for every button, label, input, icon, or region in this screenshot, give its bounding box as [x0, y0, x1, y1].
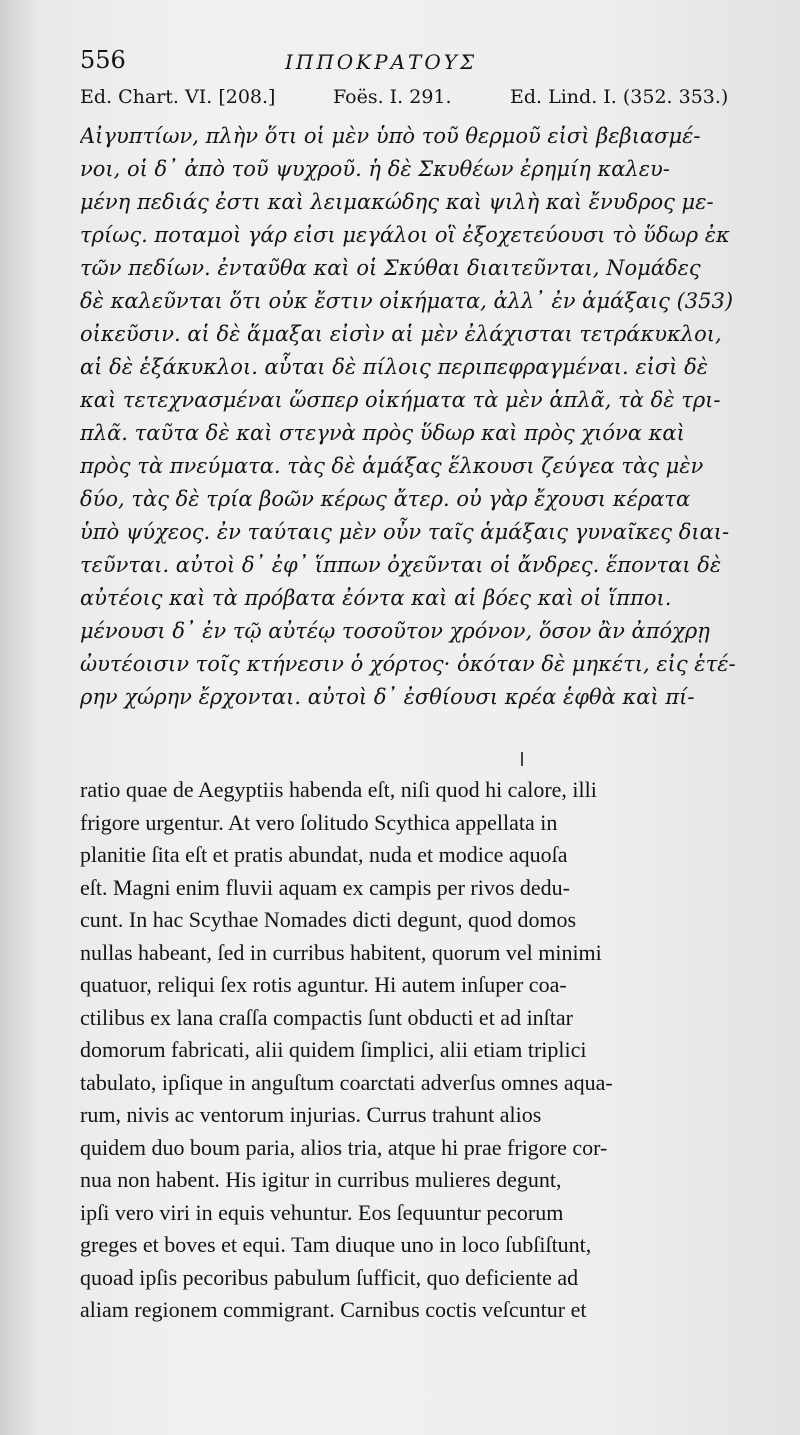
latin-text-block: [80, 774, 770, 1327]
greek-line: τρίως. ποταμοὶ γάρ εἰσι μεγάλοι οἳ ἐξοχετεύουσι τὸ ὕδωρ ἐκ: [80, 223, 730, 247]
latin-line: eſt. Magni enim fluvii aquam ex campis per rivos dedu-: [80, 874, 570, 900]
latin-line: aliam regionem commigrant. Carnibus coctis veſcuntur et: [80, 1297, 587, 1322]
latin-line: planitie ſita eſt et pratis abundat, nuda et modice aquoſa: [80, 842, 568, 867]
greek-line: τεῦνται. αὐτοὶ δ᾽ ἐφ᾽ ἵππων ὀχεῦνται οἱ ἄνδρες. ἕπονται δὲ: [80, 553, 722, 577]
greek-line: δύο, τὰς δὲ τρία βοῶν κέρως ἄτερ. οὐ γὰρ ἔχουσι κέρατα: [80, 487, 691, 511]
latin-line: quidem duo boum paria, alios tria, atque hi prae frigore cor-: [80, 1134, 608, 1160]
greek-line: αἱ δὲ ἑξάκυκλοι. αὗται δὲ πίλοις περιπεφραγμέναι. εἰσὶ δὲ: [80, 355, 709, 379]
greek-line: καὶ τετεχνασμέναι ὥσπερ οἰκήματα τὰ μὲν ἁπλᾶ, τὰ δὲ τρι-: [80, 388, 721, 412]
greek-line: ρην χώρην ἔρχονται. αὐτοὶ δ᾽ ἐσθίουσι κρέα ἑφθὰ καὶ πί-: [80, 685, 695, 709]
latin-line: nullas habeant, ſed in curribus habitent, quorum vel minimi: [80, 939, 602, 965]
greek-line: ὑπὸ ψύχεος. ἐν ταύταις μὲν οὖν ταῖς ἁμάξαις γυναῖκες διαι-: [80, 520, 730, 544]
latin-line: tabulato, ipſique in anguſtum coarctati adverſus omnes aqua-: [80, 1069, 613, 1095]
greek-line: μένη πεδιάς ἐστι καὶ λειμακώδης καὶ ψιλὴ καὶ ἔνυδρος με-: [80, 190, 714, 214]
edition-chart-ref: Ed. Chart. VI. [208.]: [80, 86, 276, 108]
latin-line: frigore urgentur. At vero ſolitudo Scythica appellata in: [80, 809, 558, 835]
running-head: ΙΠΠΟΚΡΑΤΟΥΣ: [285, 50, 478, 74]
greek-line: δὲ καλεῦνται ὅτι οὐκ ἔστιν οἰκήματα, ἀλλ᾽ ἐν ἁμάξαις (353): [80, 289, 734, 313]
ink-mark: [521, 752, 523, 766]
greek-line: μένουσι δ᾽ ἐν τῷ αὐτέῳ τοσοῦτον χρόνον, ὅσον ἂν ἀπόχρῃ: [80, 619, 710, 643]
edition-references: [80, 86, 770, 114]
latin-line: ctilibus ex lana craſſa compactis ſunt obducti et ad inſtar: [80, 1004, 574, 1030]
greek-line: τῶν πεδίων. ἐνταῦθα καὶ οἱ Σκύθαι διαιτεῦνται, Νομάδες: [80, 256, 701, 280]
greek-line: οἰκεῦσιν. αἱ δὲ ἅμαξαι εἰσὶν αἱ μὲν ἐλάχισται τετράκυκλοι,: [80, 322, 722, 346]
greek-line: αὐτέοις καὶ τὰ πρόβατα ἐόντα καὶ αἱ βόες καὶ οἱ ἵπποι.: [80, 586, 672, 610]
page-number: 556: [80, 46, 126, 74]
latin-line: ipſi vero viri in equis vehuntur. Eos ſequuntur pecorum: [80, 1199, 564, 1225]
latin-line: rum, nivis ac ventorum injurias. Currus trahunt alios: [80, 1102, 542, 1127]
latin-line: quoad ipſis pecoribus pabulum ſufficit, quo deficiente ad: [80, 1264, 579, 1290]
greek-line: ὠυτέοισιν τοῖς κτήνεσιν ὁ χόρτος· ὁκόταν δὲ μηκέτι, εἰς ἑτέ-: [80, 652, 736, 676]
latin-line: nua non habent. His igitur in curribus mulieres degunt,: [80, 1167, 562, 1192]
greek-line: Αἰγυπτίων, πλὴν ὅτι οἱ μὲν ὑπὸ τοῦ θερμοῦ εἰσὶ βεβιασμέ-: [80, 124, 701, 148]
greek-text-block: [80, 120, 770, 714]
latin-line: quatuor, reliqui ſex rotis aguntur. Hi autem inſuper coa-: [80, 972, 567, 997]
edition-foes-ref: Foës. I. 291.: [333, 86, 452, 108]
latin-line: domorum fabricati, alii quidem ſimplici, alii etiam triplici: [80, 1037, 587, 1062]
latin-line: cunt. In hac Scythae Nomades dicti degunt, quod domos: [80, 907, 577, 932]
latin-line: ratio quae de Aegyptiis habenda eſt, niſi quod hi calore, illi: [80, 777, 597, 802]
latin-line: greges et boves et equi. Tam diuque uno in loco ſubſiſtunt,: [80, 1232, 592, 1257]
page-header: [80, 46, 760, 76]
greek-line: νοι, οἱ δ᾽ ἀπὸ τοῦ ψυχροῦ. ἡ δὲ Σκυθέων ἐρημίη καλευ-: [80, 157, 670, 181]
greek-line: πλᾶ. ταῦτα δὲ καὶ στεγνὰ πρὸς ὕδωρ καὶ πρὸς χιόνα καὶ: [80, 421, 685, 445]
edition-lind-ref: Ed. Lind. I. (352. 353.): [510, 86, 729, 108]
greek-line: πρὸς τὰ πνεύματα. τὰς δὲ ἁμάξας ἕλκουσι ζεύγεα τὰς μὲν: [80, 454, 704, 478]
